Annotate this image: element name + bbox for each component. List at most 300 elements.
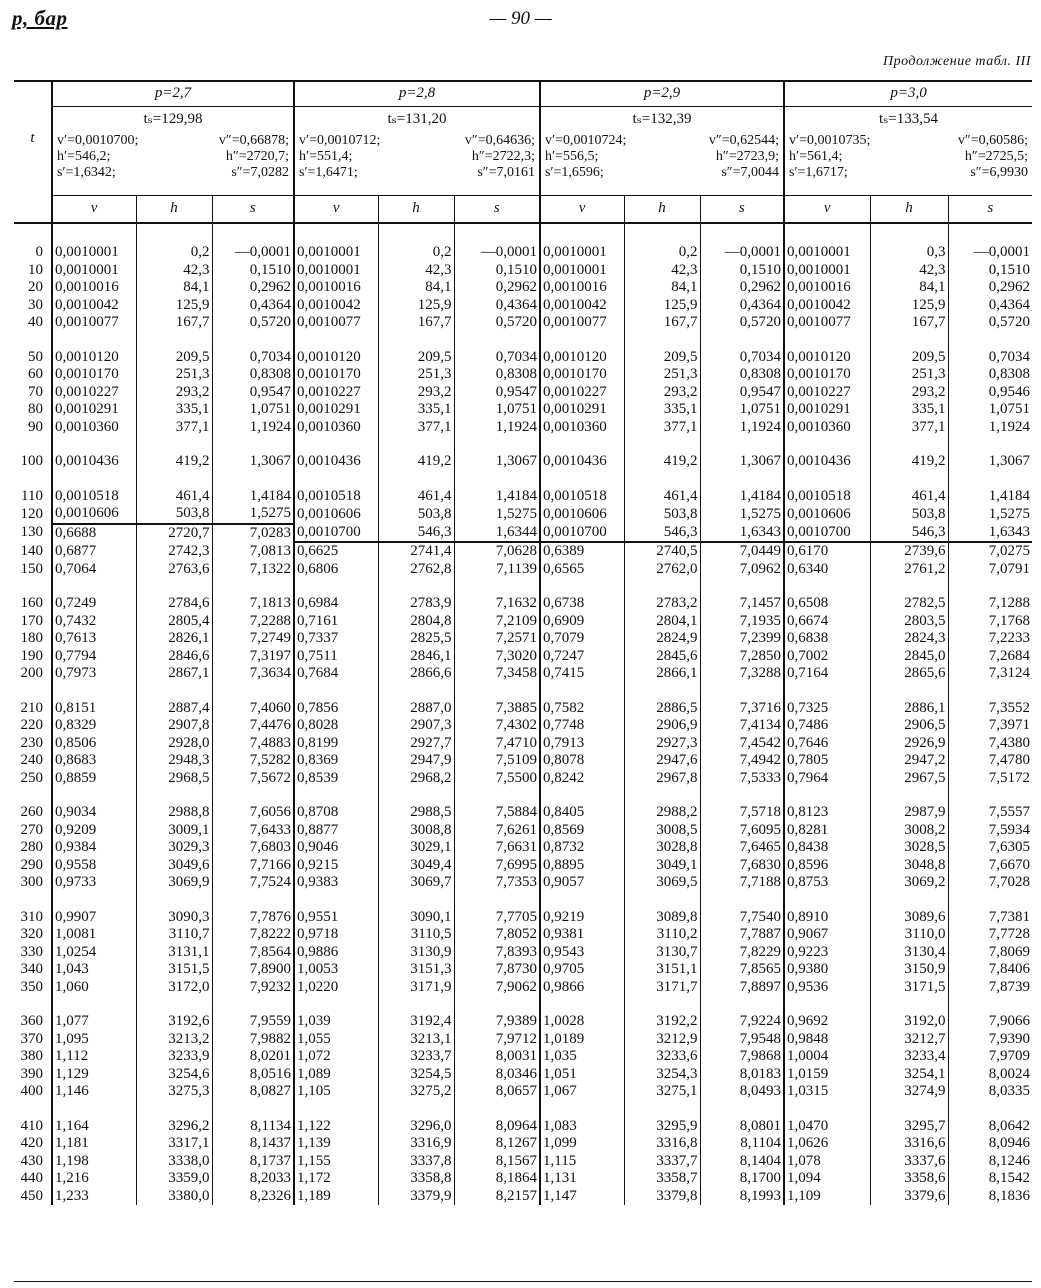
s-cell: 7,8069 [948,944,1032,962]
s-cell: 7,1632 [454,578,540,613]
s-cell: 0,9547 [700,384,784,402]
s-cell: 1,0751 [948,401,1032,419]
s-cell: 1,3067 [454,436,540,471]
saturation-value: s′=1,6342; [57,165,116,180]
column-label-h: h [624,196,700,224]
s-cell: 7,8052 [454,926,540,944]
v-cell: 0,7486 [784,717,870,735]
saturation-properties [540,133,784,196]
h-cell: 3089,6 [870,892,948,927]
s-cell: 7,9548 [700,1031,784,1049]
h-cell: 3069,2 [870,874,948,892]
s-cell: 7,4060 [212,683,294,718]
s-cell: 8,0024 [948,1066,1032,1084]
h-cell: 0,2 [136,223,212,262]
temperature-cell: 160 [20,595,43,611]
s-cell: 7,6670 [948,857,1032,875]
temperature-cell: 120 [20,505,43,522]
s-cell: 7,9389 [454,996,540,1031]
s-cell: 1,3067 [700,436,784,471]
h-cell: 335,1 [624,401,700,419]
table-row [14,314,1032,332]
s-cell: 7,2233 [948,630,1032,648]
s-cell: 7,6830 [700,857,784,875]
h-cell: 2906,9 [624,717,700,735]
column-label-v: v [540,196,624,224]
s-cell: 0,4364 [948,297,1032,315]
v-cell: 0,9057 [540,874,624,892]
s-cell: 1,0751 [454,401,540,419]
s-cell: 8,0964 [454,1101,540,1136]
h-cell: 3192,0 [870,996,948,1031]
h-cell: 2867,1 [136,665,212,683]
s-cell: 1,5275 [700,505,784,524]
table-row [14,979,1032,997]
table-row [14,857,1032,875]
temperature-cell: 180 [20,630,43,646]
saturation-line [297,165,537,181]
table-header [14,82,1032,223]
v-cell: 1,0626 [784,1135,870,1153]
h-cell: 2947,6 [624,752,700,770]
v-cell: 0,7613 [52,630,136,648]
v-cell: 1,039 [294,996,378,1031]
h-cell: 3316,8 [624,1135,700,1153]
v-cell: 0,7432 [52,613,136,631]
saturation-value: h″=2722,3; [471,149,535,164]
v-cell: 0,0010606 [540,505,624,524]
v-cell: 0,7415 [540,665,624,683]
saturation-line [55,165,291,181]
temperature-cell: 210 [20,699,43,716]
v-cell: 0,7064 [52,561,136,579]
v-cell: 0,8877 [294,822,378,840]
v-cell: 0,0010042 [52,297,136,315]
h-cell: 377,1 [378,419,454,437]
v-cell: 0,0010042 [294,297,378,315]
table-row [14,1153,1032,1171]
s-cell: 7,4542 [700,735,784,753]
temperature-cell: 420 [20,1135,43,1151]
v-cell: 0,9733 [52,874,136,892]
v-cell: 0,8199 [294,735,378,753]
v-cell: 0,0010360 [52,419,136,437]
temperature-cell: 10 [28,261,43,278]
saturation-value: v″=0,64636; [464,133,535,148]
v-cell: 0,0010001 [294,223,378,262]
v-cell: 0,7684 [294,665,378,683]
v-cell: 0,0010518 [540,471,624,506]
temperature-cell: 300 [20,874,43,890]
table-row [14,770,1032,788]
v-cell: 0,9718 [294,926,378,944]
v-cell: 0,0010120 [294,332,378,367]
temperature-cell: 190 [20,647,43,664]
v-cell: 0,0010436 [52,436,136,471]
s-cell: 7,9712 [454,1031,540,1049]
v-cell: 0,6508 [784,578,870,613]
v-cell: 0,0010016 [784,279,870,297]
h-cell: 3275,2 [378,1083,454,1101]
v-cell: 0,9907 [52,892,136,927]
v-cell: 0,0010700 [540,524,624,543]
s-cell: 0,8308 [454,366,540,384]
s-cell: 0,1510 [700,262,784,280]
table-row [14,717,1032,735]
column-label-v: v [784,196,870,224]
s-cell: 7,7524 [212,874,294,892]
h-cell: 3358,8 [378,1170,454,1188]
s-cell: 7,1935 [700,613,784,631]
table-row [14,944,1032,962]
saturation-value: v′=0,0010724; [545,133,627,148]
s-cell: 8,0657 [454,1083,540,1101]
s-cell: 8,0642 [948,1101,1032,1136]
h-cell: 125,9 [378,297,454,315]
v-cell: 1,0081 [52,926,136,944]
h-cell: 2763,6 [136,561,212,579]
v-cell: 0,0010436 [784,436,870,471]
s-cell: 8,1737 [212,1153,294,1171]
table-row [14,279,1032,297]
temperature-cell: 440 [20,1170,43,1186]
h-cell: 3212,7 [870,1031,948,1049]
h-cell: 3049,4 [378,857,454,875]
t-label-spacer [14,196,52,224]
v-cell: 0,8732 [540,839,624,857]
s-cell: 7,9224 [700,996,784,1031]
h-cell: 2784,6 [136,578,212,613]
s-cell: 7,5884 [454,787,540,822]
v-cell: 0,0010077 [52,314,136,332]
v-cell: 1,105 [294,1083,378,1101]
s-cell: 7,5934 [948,822,1032,840]
s-cell: 7,2109 [454,613,540,631]
s-cell: 1,5275 [948,505,1032,524]
table-row [14,471,1032,506]
s-cell: 1,6343 [700,524,784,543]
h-cell: 167,7 [870,314,948,332]
h-cell: 2988,2 [624,787,700,822]
v-cell: 0,9551 [294,892,378,927]
s-cell: 1,4184 [212,471,294,506]
s-cell: 7,4883 [212,735,294,753]
s-cell: 1,5275 [212,505,294,524]
temperature-cell: 320 [20,926,43,942]
s-cell: 8,1567 [454,1153,540,1171]
s-cell: 8,0946 [948,1135,1032,1153]
s-cell: 8,0201 [212,1048,294,1066]
v-cell: 0,7856 [294,683,378,718]
v-cell: 1,095 [52,1031,136,1049]
table-row [14,561,1032,579]
h-cell: 3151,1 [624,961,700,979]
h-cell: 3254,6 [136,1066,212,1084]
h-cell: 293,2 [378,384,454,402]
s-cell: 7,3124 [948,665,1032,683]
v-cell: 0,8753 [784,874,870,892]
s-cell: 7,4302 [454,717,540,735]
s-cell: 7,1813 [212,578,294,613]
h-cell: 503,8 [378,505,454,524]
s-cell: 7,8739 [948,979,1032,997]
s-cell: 8,1104 [700,1135,784,1153]
v-cell: 0,0010170 [784,366,870,384]
h-cell: 3110,0 [870,926,948,944]
s-cell: 7,7166 [212,857,294,875]
v-cell: 0,8329 [52,717,136,735]
v-cell: 0,7964 [784,770,870,788]
h-cell: 335,1 [136,401,212,419]
h-cell: 2887,4 [136,683,212,718]
s-cell: 1,6344 [454,524,540,543]
s-cell: 7,6056 [212,787,294,822]
table-row [14,822,1032,840]
h-cell: 3029,3 [136,839,212,857]
table-body [14,223,1032,1205]
v-cell: 0,7161 [294,613,378,631]
s-cell: 7,9232 [212,979,294,997]
v-cell: 1,146 [52,1083,136,1101]
s-cell: 0,5720 [454,314,540,332]
h-cell: 0,2 [378,223,454,262]
v-cell: 0,7582 [540,683,624,718]
h-cell: 3069,7 [378,874,454,892]
saturation-temperature: tₛ=129,98 [52,107,294,134]
saturation-line [297,133,537,149]
s-cell: 0,2962 [212,279,294,297]
table-row [14,665,1032,683]
h-cell: 3130,4 [870,944,948,962]
saturation-value: s″=7,0044 [721,165,779,180]
saturation-line [543,149,781,165]
h-cell: 3316,9 [378,1135,454,1153]
s-cell: 8,1836 [948,1188,1032,1206]
s-cell: 7,9868 [700,1048,784,1066]
h-cell: 2928,0 [136,735,212,753]
v-cell: 0,0010227 [294,384,378,402]
h-cell: 3213,1 [378,1031,454,1049]
temperature-cell: 430 [20,1152,43,1169]
table-row [14,1188,1032,1206]
s-cell: 8,1993 [700,1188,784,1206]
s-cell: 1,4184 [700,471,784,506]
saturation-value: h′=551,4; [299,149,353,164]
h-cell: 42,3 [870,262,948,280]
s-cell: 1,6343 [948,524,1032,543]
v-cell: 0,7249 [52,578,136,613]
s-cell: 1,0751 [212,401,294,419]
v-cell: 0,0010077 [540,314,624,332]
saturation-value: h″=2723,9; [715,149,779,164]
table-row [14,630,1032,648]
temperature-cell: 220 [20,717,43,733]
saturation-value: h′=546,2; [57,149,111,164]
v-cell: 0,0010227 [540,384,624,402]
h-cell: 293,2 [624,384,700,402]
temperature-cell: 330 [20,943,43,960]
temperature-cell: 0 [35,244,43,260]
temperature-cell: 410 [20,1117,43,1134]
v-cell: 1,155 [294,1153,378,1171]
h-cell: 3028,8 [624,839,700,857]
v-cell: 0,8078 [540,752,624,770]
temperature-cell: 380 [20,1048,43,1064]
v-cell: 0,0010436 [540,436,624,471]
temperature-cell: 280 [20,839,43,855]
h-cell: 3296,0 [378,1101,454,1136]
v-cell: 1,115 [540,1153,624,1171]
s-cell: 7,7887 [700,926,784,944]
v-cell: 0,7511 [294,648,378,666]
h-cell: 2741,4 [378,542,454,561]
v-cell: 0,7748 [540,717,624,735]
h-cell: 419,2 [378,436,454,471]
s-cell: 7,6631 [454,839,540,857]
temperature-cell: 50 [28,348,43,365]
v-cell: 0,8895 [540,857,624,875]
h-cell: 3317,1 [136,1135,212,1153]
table-row [14,996,1032,1031]
h-cell: 125,9 [136,297,212,315]
saturation-temperature: tₛ=132,39 [540,107,784,134]
h-cell: 2824,9 [624,630,700,648]
temperature-cell: 240 [20,752,43,768]
v-cell: 0,0010120 [540,332,624,367]
s-cell: 7,1768 [948,613,1032,631]
v-cell: 0,7247 [540,648,624,666]
temperature-cell: 370 [20,1030,43,1047]
s-cell: 7,2684 [948,648,1032,666]
v-cell: 0,0010518 [784,471,870,506]
v-cell: 0,9866 [540,979,624,997]
h-cell: 2927,3 [624,735,700,753]
v-cell: 1,078 [784,1153,870,1171]
s-cell: 7,6995 [454,857,540,875]
s-cell: 7,6465 [700,839,784,857]
table-row [14,542,1032,561]
v-cell: 0,8242 [540,770,624,788]
s-cell: —0,0001 [948,223,1032,262]
s-cell: 7,3634 [212,665,294,683]
h-cell: 2866,6 [378,665,454,683]
v-cell: 0,0010077 [294,314,378,332]
v-cell: 0,0010170 [294,366,378,384]
s-cell: 7,3020 [454,648,540,666]
s-cell: 0,8308 [700,366,784,384]
v-cell: 0,0010360 [540,419,624,437]
h-cell: 3296,2 [136,1101,212,1136]
h-cell: 167,7 [624,314,700,332]
s-cell: 7,2399 [700,630,784,648]
s-cell: 8,1864 [454,1170,540,1188]
table-bottom-rule [14,1281,1032,1282]
h-cell: 251,3 [378,366,454,384]
column-label-h: h [870,196,948,224]
h-cell: 2968,2 [378,770,454,788]
h-cell: 209,5 [136,332,212,367]
v-cell: 0,0010170 [540,366,624,384]
h-cell: 2761,2 [870,561,948,579]
v-cell: 0,7913 [540,735,624,753]
v-cell: 0,6688 [52,524,136,543]
h-cell: 546,3 [870,524,948,543]
h-cell: 377,1 [870,419,948,437]
s-cell: 7,8730 [454,961,540,979]
h-cell: 3048,8 [870,857,948,875]
h-cell: 461,4 [136,471,212,506]
v-cell: 0,0010291 [294,401,378,419]
s-cell: 8,1246 [948,1153,1032,1171]
table-row [14,1031,1032,1049]
s-cell: 0,4364 [700,297,784,315]
s-cell: 7,2749 [212,630,294,648]
v-cell: 0,0010042 [784,297,870,315]
s-cell: 7,4942 [700,752,784,770]
s-cell: 7,7705 [454,892,540,927]
v-cell: 1,0470 [784,1101,870,1136]
v-cell: 0,8028 [294,717,378,735]
page-number: — 90 — [489,8,552,29]
table-row [14,926,1032,944]
saturation-line [55,133,291,149]
s-cell: 0,7034 [212,332,294,367]
v-cell: 0,8123 [784,787,870,822]
h-cell: 42,3 [136,262,212,280]
h-cell: 2866,1 [624,665,700,683]
h-cell: 2846,6 [136,648,212,666]
v-cell: 0,0010518 [294,471,378,506]
v-cell: 1,198 [52,1153,136,1171]
table-row [14,366,1032,384]
saturation-value: v″=0,66878; [218,133,289,148]
s-cell: 8,0346 [454,1066,540,1084]
temperature-cell: 200 [20,665,43,681]
s-cell: 7,5672 [212,770,294,788]
v-cell: 1,083 [540,1101,624,1136]
h-cell: 3008,5 [624,822,700,840]
v-cell: 1,147 [540,1188,624,1206]
v-cell: 0,0010291 [52,401,136,419]
h-cell: 461,4 [378,471,454,506]
h-cell: 84,1 [624,279,700,297]
s-cell: 1,3067 [948,436,1032,471]
h-cell: 42,3 [624,262,700,280]
h-cell: 2987,9 [870,787,948,822]
v-cell: 0,0010360 [784,419,870,437]
column-label-h: h [136,196,212,224]
s-cell: 8,1404 [700,1153,784,1171]
h-cell: 0,3 [870,223,948,262]
v-cell: 0,8539 [294,770,378,788]
v-cell: 0,0010606 [52,505,136,524]
temperature-cell: 70 [28,383,43,400]
h-cell: 3090,3 [136,892,212,927]
h-cell: 2804,8 [378,613,454,631]
h-cell: 3089,8 [624,892,700,927]
column-label-v: v [52,196,136,224]
h-cell: 3379,8 [624,1188,700,1206]
saturation-line [543,165,781,181]
table-row [14,332,1032,367]
column-label-h: h [378,196,454,224]
s-cell: 0,9547 [454,384,540,402]
s-cell: 8,1134 [212,1101,294,1136]
h-cell: 3110,2 [624,926,700,944]
s-cell: 7,8229 [700,944,784,962]
s-cell: 7,0962 [700,561,784,579]
h-cell: 3028,5 [870,839,948,857]
